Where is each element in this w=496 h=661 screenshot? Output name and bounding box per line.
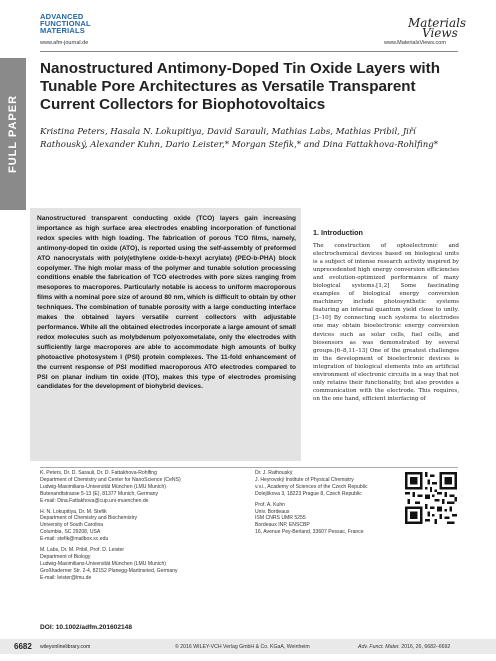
footer-citation <box>358 644 450 650</box>
affiliation-line: University of South Carolina <box>40 522 104 529</box>
section-side-tab <box>0 58 26 210</box>
affiliation-block <box>255 502 400 537</box>
publisher-logo <box>408 18 466 38</box>
affiliation-line: Department of Chemistry and Biochemistry <box>40 515 138 522</box>
affiliation-line: Dolejškova 3, 18223 Prague 8, Czech Republic <box>255 490 362 497</box>
header-divider <box>40 51 458 52</box>
affiliation-line: Univ. Bordeaux <box>255 508 290 515</box>
affiliation-line: Großhaderner Str. 2-4, 82152 Planegg-Martinsried, Germany <box>40 567 178 574</box>
side-tab-label: FULL PAPER <box>7 94 19 174</box>
affiliation-line: H. N. Lokupitiya, Dr. M. Stefik <box>40 508 107 515</box>
affiliation-line: Bordeaux INP, ENSCBP <box>255 522 310 529</box>
affiliation-line: v.v.i., Academy of Sciences of the Czech Republic <box>255 483 368 490</box>
abstract-text: Nanostructured transparent conducting oxide (TCO) layers gain increasing importance as high surface area electrodes enabling incorporation of functional redox species with high loading. The fabrication of porous TCO films, namely, antimony-doped tin oxide (ATO), is reported using the self-assembly of preformed ATO nanocrystals with poly(ethylene oxide-b-hexyl acrylate) (PEO-b-PHA) block copolymer. The high molar mass of the polymer and tunable solution processing conditions enable the fabrication of TCO electrodes with pore sizes ranging from mesopores to macropores. Particularly notable is access to uniform macroporous films with a nominal pore size of around 80 nm, which is difficult to obtain by other techniques. The combination of tunable porosity with a large conducting interface makes the obtained layers versatile current collectors with adjustable performance. While all the obtained electrodes incorporate a large amount of small redox molecules such as molybdenum polyoxometalate, only the electrodes with sufficiently large macropores are able to accommodate high amounts of bulky photoactive photosystem I (PSI) protein complexes. The 11-fold enhancement of the current response of PSI modified macroporous ATO electrodes compared to PSI on planar indium tin oxide (ITO), makes this type of electrodes promising candidates for the development of biohybrid devices. <box>37 215 296 391</box>
author-list: Kristina Peters, Hasala N. Lokupitiya, David Sarauli, Mathias Labs, Mathias Pribil, Jiří Rathouský, Alexander Kuhn, Dario Leister,* Morgan Stefik,* and Dina Fattakhova-Rohlfing* <box>40 127 439 150</box>
affiliation-email[interactable]: E-mail: Dina.Fattakhova@cup.uni-muenchen.de <box>40 497 149 504</box>
affiliation-block <box>40 509 290 544</box>
affiliations-left <box>40 470 290 586</box>
footer-citation-volume: 2016, 26, 6682–6692 <box>399 644 451 650</box>
publisher-logo-line: Views <box>422 26 458 40</box>
footer-citation-journal: Adv. Funct. Mater. <box>358 644 400 650</box>
affiliation-email[interactable]: E-mail: stefik@mailbox.sc.edu <box>40 536 109 543</box>
affiliation-line: K. Peters, Dr. D. Sarauli, Dr. D. Fattakhova-Rohlfing <box>40 470 157 476</box>
affiliation-line: Columbia, SC 29208, USA <box>40 529 101 536</box>
affiliation-line: Ludwig-Maximilians-Universität München (LMU Munich) <box>40 483 166 490</box>
affiliation-line: ISM CNRS UMR 5255 <box>255 515 306 522</box>
affiliation-line: Department of Biology <box>40 553 91 560</box>
qr-code-icon[interactable] <box>405 472 457 524</box>
introduction-body: The construction of optoelectronic and electrochemical devices based on biological units is a subject of intense research activity inspired by unprecedented high energy conversion efficiencies and evolution-optimized performance of many biological systems.[1,2] Some fascinating examples of biological energy conversion machinery include photosynthetic systems featuring an internal quantum yield close to unity.[3–10] By connecting such systems to electrodes one may obtain bioelectronic energy conversion devices such as solar cells, fuel cells, and biosensors as was demonstrated by several groups.[6–8,11–13] One of the greatest challenges in the development of bioelectronic devices is integration of biological elements into an artificial environment of electronic circuits in a way that not only retains their functionality, but also provides a communication with the electrode. This requires, on the one hand, efficient interfacing of <box>313 243 459 402</box>
page-number: 6682 <box>14 642 32 651</box>
affiliation-line: 16, Avenue Pey-Berland, 33607 Pessac, France <box>255 529 364 536</box>
journal-logo-line: FUNCTIONAL <box>40 19 91 28</box>
affiliation-line: Dr. J. Rathouský <box>255 470 293 476</box>
footer-site-link[interactable]: wileyonlinelibrary.com <box>40 644 91 650</box>
affiliation-email[interactable]: E-mail: leister@lmu.de <box>40 574 92 581</box>
affiliation-block <box>255 470 400 498</box>
journal-logo <box>40 13 91 34</box>
affiliation-line: Department of Chemistry and Center for NanoScience (CeNS) <box>40 476 181 483</box>
paper-title: Nanostructured Antimony-Doped Tin Oxide Layers with Tunable Pore Architectures as Versatile Transparent Current Collectors for Biophotovoltaics <box>40 60 440 113</box>
affiliation-line: M. Labs, Dr. M. Pribil, Prof. D. Leister <box>40 547 125 554</box>
affiliations-right <box>255 470 400 540</box>
footer-copyright: © 2016 WILEY-VCH Verlag GmbH & Co. KGaA, Weinheim <box>175 644 310 650</box>
publisher-logo-line: Materials <box>408 16 467 30</box>
affiliation-line: J. Heyrovský Institute of Physical Chemistry <box>255 476 354 483</box>
affiliation-line: Ludwig-Maximilians-Universität München (LMU Munich) <box>40 560 166 567</box>
affiliation-line: Prof. A. Kuhn <box>255 501 286 508</box>
journal-logo-line: MATERIALS <box>40 26 85 35</box>
affiliations-divider <box>40 467 458 468</box>
introduction-heading: 1. Introduction <box>313 228 363 237</box>
publisher-url[interactable]: www.MaterialsViews.com <box>384 40 446 46</box>
journal-url[interactable]: www.afm-journal.de <box>40 40 89 46</box>
affiliation-block <box>40 547 290 582</box>
doi[interactable]: DOI: 10.1002/adfm.201602148 <box>40 624 133 631</box>
affiliation-block <box>40 470 290 505</box>
journal-logo-line: ADVANCED <box>40 12 84 21</box>
abstract-box <box>30 208 301 461</box>
affiliation-line: Butenandtstrasse 5-13 (E), 81377 Munich, Germany <box>40 490 159 497</box>
